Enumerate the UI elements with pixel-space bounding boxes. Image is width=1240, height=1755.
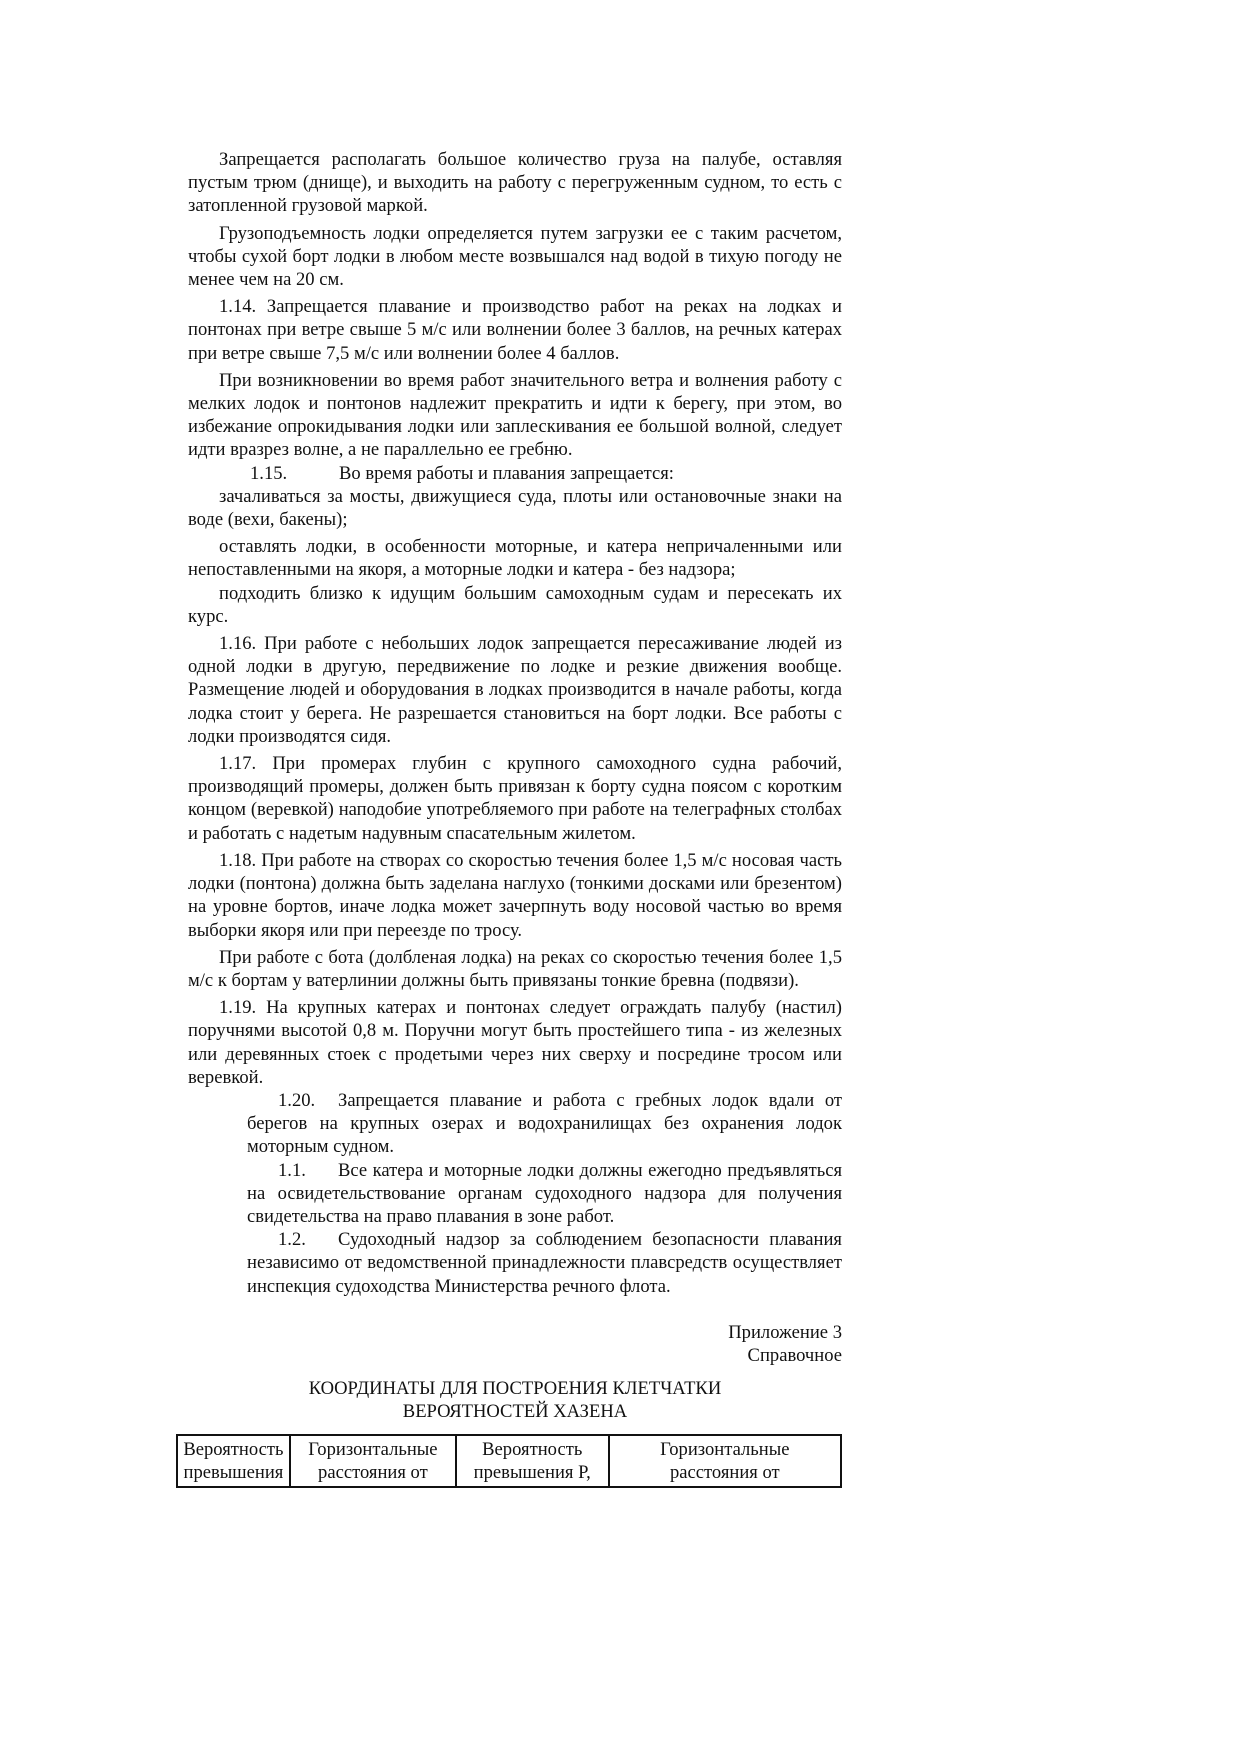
- item-number: 1.20.: [278, 1089, 316, 1111]
- item-text: Запрещается плавание и работа с гребных лодок вдали от берегов на крупных озерах и водохранилищах без охранения лодок моторным судном.: [247, 1089, 842, 1158]
- item-number: 1.15.: [250, 462, 288, 484]
- paragraph-capacity: Грузоподъемность лодки определяется путем загрузки ее с таким расчетом, чтобы сухой борт лодки в любом месте возвышался над водой в тихую погоду не менее чем на 20 см.: [188, 222, 842, 291]
- table-header-cell: Вероятность превышения Р,: [456, 1435, 609, 1487]
- paragraph-1-19: 1.19. На крупных катерах и понтонах следует ограждать палубу (настил) поручнями высотой 0,8 м. Поручни могут быть простейшего типа - из железных или деревянных стоек с продетыми через них сверху и посредине тросом или веревкой.: [188, 997, 842, 1088]
- paragraph-1-18: 1.18. При работе на створах со скоростью течения более 1,5 м/с носовая часть лодки (понтона) должна быть заделана наглухо (тонкими досками или брезентом) на уровне бортов, иначе лодка может зачерпнуть воду носовой частью во время выборки якоря или при переезде по тросу.: [188, 849, 842, 941]
- paragraph-cargo: Запрещается располагать большое количество груза на палубе, оставляя пустым трюм (днище), и выходить на работу с перегруженным судном, то есть с затопленной грузовой маркой.: [188, 149, 842, 217]
- paragraph-1-15: [188, 462, 842, 485]
- paragraph-1-16: 1.16. При работе с небольших лодок запрещается пересаживание людей из одной лодки в другую, передвижение по лодке и резкие движения вообще. Размещение людей и оборудования в лодках производится в начале работы, когда лодка стоит у берега. Не разрешается становиться на борт лодки. Все работы с лодки производятся сидя.: [188, 633, 842, 747]
- item-number: 1.2.: [278, 1229, 306, 1251]
- paragraph-1-1: [247, 1159, 842, 1229]
- appendix-title-line: ВЕРОЯТНОСТЕЙ ХАЗЕНА: [402, 1401, 628, 1423]
- paragraph-1-14: 1.14. Запрещается плавание и производство работ на реках на лодках и понтонах при ветре свыше 5 м/с или волнении более 3 баллов, на речных катерах при ветре свыше 7,5 м/с или волнении более 4 баллов.: [188, 296, 842, 364]
- document-page: [183, 148, 842, 1488]
- item-text: Все катера и моторные лодки должны ежегодно предъявляться на освидетельствование органам судоходного надзора для получения свидетельства на право плавания в зоне работ.: [247, 1159, 842, 1227]
- paragraph-bot: При работе с бота (долбленая лодка) на реках со скоростью течения более 1,5 м/с к бортам у ватерлинии должны быть привязаны тонкие бревна (подвязи).: [188, 946, 842, 991]
- appendix-label: Приложение 3: [728, 1321, 842, 1343]
- table-header-row: [177, 1435, 841, 1487]
- paragraph-crossing: подходить близко к идущим большим самоходным судам и пересекать их курс.: [188, 582, 842, 627]
- paragraph-1-17: 1.17. При промерах глубин с крупного самоходного судна рабочий, производящий промеры, должен быть привязан к борту судна поясом с коротким концом (веревкой) наподобие употребляемого при работе на телеграфных столбах и работать с надетым надувным спасательным жилетом.: [188, 753, 842, 844]
- appendix-title: [188, 1377, 842, 1423]
- appendix-type: Справочное: [747, 1344, 842, 1366]
- paragraph-1-20: [247, 1089, 842, 1159]
- table-header-cell: Горизонтальные расстояния от: [290, 1435, 456, 1487]
- paragraph-wind: При возникновении во время работ значительного ветра и волнения работу с мелких лодок и понтонов надлежит прекратить и идти к берегу, при этом, во избежание опрокидывания лодки или заплескивания ее большой волной, следует идти вразрез волне, а не параллельно ее гребню.: [188, 369, 842, 461]
- paragraph-1-2: [247, 1228, 842, 1298]
- item-text: Судоходный надзор за соблюдением безопасности плавания независимо от ведомственной принадлежности плавсредств осуществляет инспекция судоходства Министерства речного флота.: [247, 1229, 842, 1297]
- appendix-title-line: КООРДИНАТЫ ДЛЯ ПОСТРОЕНИЯ КЛЕТЧАТКИ: [308, 1378, 722, 1400]
- paragraph-mooring: зачаливаться за мосты, движущиеся суда, плоты или остановочные знаки на воде (вехи, бакены);: [188, 485, 842, 531]
- item-number: 1.1.: [278, 1159, 306, 1181]
- item-text: Во время работы и плавания запрещается:: [339, 462, 674, 484]
- hazen-table: [176, 1434, 842, 1488]
- spacer: [188, 1298, 842, 1321]
- paragraph-unattended: оставлять лодки, в особенности моторные, и катера непричаленными или непоставленными на якоря, а моторные лодки и катера - без надзора;: [188, 536, 842, 581]
- table-header-cell: Горизонтальные расстояния от: [609, 1435, 841, 1487]
- table-header-cell: Вероятность превышения: [177, 1435, 290, 1487]
